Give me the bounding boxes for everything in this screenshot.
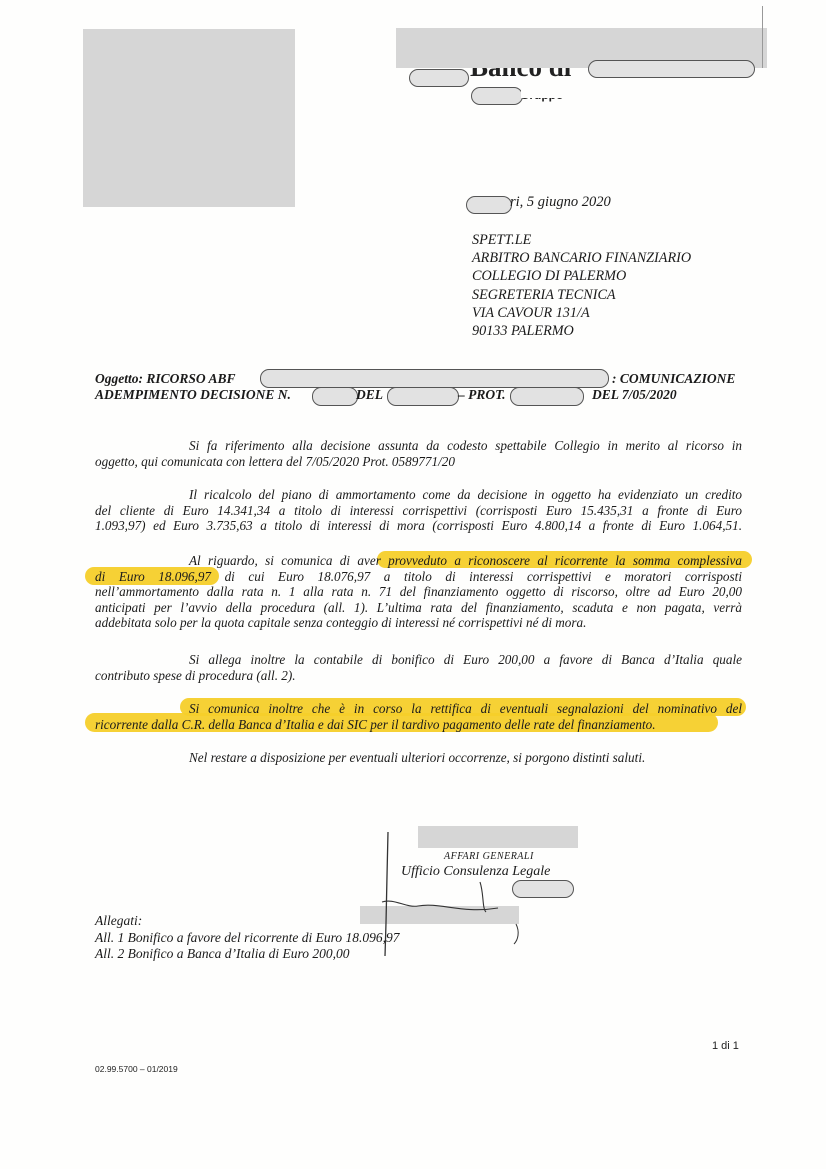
paragraph-line: nell’ammortamento dalla rata n. 1 alla rata n. 71 del finanziamento oggetto di riscorso, oltre ad Euro 20,00 [95, 584, 742, 600]
subject-line2-d: DEL 7/05/2020 [592, 387, 677, 402]
paragraph-line: oggetto, qui comunicata con lettera del 7/05/2020 Prot. 0589771/20 [95, 453, 455, 469]
page-number: 1 di 1 [712, 1040, 739, 1052]
paragraph-2 [95, 487, 742, 534]
bank-city-redaction [588, 60, 755, 78]
recipient-line: SEGRETERIA TECNICA [472, 286, 616, 303]
margin-line [762, 6, 763, 68]
signature-strokes [380, 828, 540, 958]
group-redaction [471, 87, 523, 105]
logo-redaction [83, 29, 295, 207]
paragraph-line: addebitata solo per la quota capitale senza conteggio di interessi né corrispettivi né di mora. [95, 615, 587, 631]
subject-line2-c: – PROT. [458, 387, 506, 402]
protocol-redaction [510, 387, 584, 406]
paragraph-line: del cliente di Euro 14.341,34 a titolo di interessi corrispettivi (corrisposti Euro 15.435,31 a fronte di Euro [95, 502, 742, 518]
paragraph-3 [95, 553, 742, 631]
paragraph-line: Si comunica inoltre che è in corso la rettifica di eventuali segnalazioni del nominativo del [189, 701, 742, 716]
recipient-line: 90133 PALERMO [472, 323, 574, 340]
stamp-line-2: AFFARI GENERALI [444, 851, 534, 862]
subject-suffix: : COMUNICAZIONE [612, 371, 736, 386]
recipient-line: SPETT.LE [472, 232, 532, 248]
recipient-block [472, 231, 691, 340]
paragraph-line: contributo spese di procedura (all. 2). [95, 667, 296, 683]
city-redaction [466, 196, 512, 214]
paragraph-4 [95, 652, 742, 683]
subject-name-redaction [260, 369, 609, 388]
paragraph-line: Il ricalcolo del piano di ammortamento come da decisione in oggetto ha evidenziato un credito [189, 487, 742, 502]
attachment-item: All. 2 Bonifico a Banca d’Italia di Euro 200,00 [95, 946, 350, 961]
paragraph-line: Nel restare a disposizione per eventuali ulteriori occorrenze, si porgono distinti saluti. [189, 750, 646, 765]
paragraph-line: Al riguardo, si comunica di aver provveduto a riconoscere al ricorrente la somma complessiva [189, 553, 742, 568]
attachment-item: All. 1 Bonifico a favore del ricorrente di Euro 18.096,97 [95, 930, 400, 945]
paragraph-line: di Euro 18.096,97 di cui Euro 18.076,97 a titolo di interessi corrispettivi e moratori corrisposti [95, 568, 742, 584]
decision-date-redaction [387, 387, 459, 406]
recipient-line: ARBITRO BANCARIO FINANZIARIO [472, 250, 692, 267]
recipient-line: COLLEGIO DI PALERMO [472, 268, 627, 285]
subject-line2-a: ADEMPIMENTO DECISIONE N. [95, 387, 291, 402]
paragraph-5 [95, 701, 742, 732]
paragraph-line: anticipati per l’avvio della procedura (all. 1). L’ultima rata del finanziamento, scaduta e non pagata, verrà [95, 599, 742, 615]
paragraph-line: 1.093,97) ed Euro 3.735,63 a titolo di interessi di mora (corrisposti Euro 4.800,14 a fronte di Euro 1.064,51. [95, 518, 742, 534]
recipient-line: VIA CAVOUR 131/A [472, 304, 590, 321]
decision-number-redaction [312, 387, 358, 406]
document-code: 02.99.5700 – 01/2019 [95, 1064, 178, 1074]
paragraph-line: Si fa riferimento alla decisione assunta da codesto spettabile Collegio in merito al ricorso in [189, 438, 742, 453]
subject-line2-b: DEL [356, 387, 383, 402]
group-box-redaction [521, 85, 591, 98]
paragraph-1 [95, 438, 742, 469]
attachments-heading: Allegati: [95, 913, 143, 928]
date-line: ri, 5 giugno 2020 [510, 194, 611, 210]
bank-name-redaction [409, 69, 469, 87]
paragraph-line: ricorrente dalla C.R. della Banca d’Italia e dai SIC per il tardivo pagamento delle rate del finanziamento. [95, 716, 656, 732]
paragraph-line: Si allega inoltre la contabile di bonifico di Euro 200,00 a favore di Banca d’Italia quale [189, 652, 742, 667]
subject-prefix: Oggetto: RICORSO ABF [95, 371, 236, 386]
stamp-line-3: Ufficio Consulenza Legale [401, 864, 551, 879]
paragraph-6 [95, 750, 742, 766]
